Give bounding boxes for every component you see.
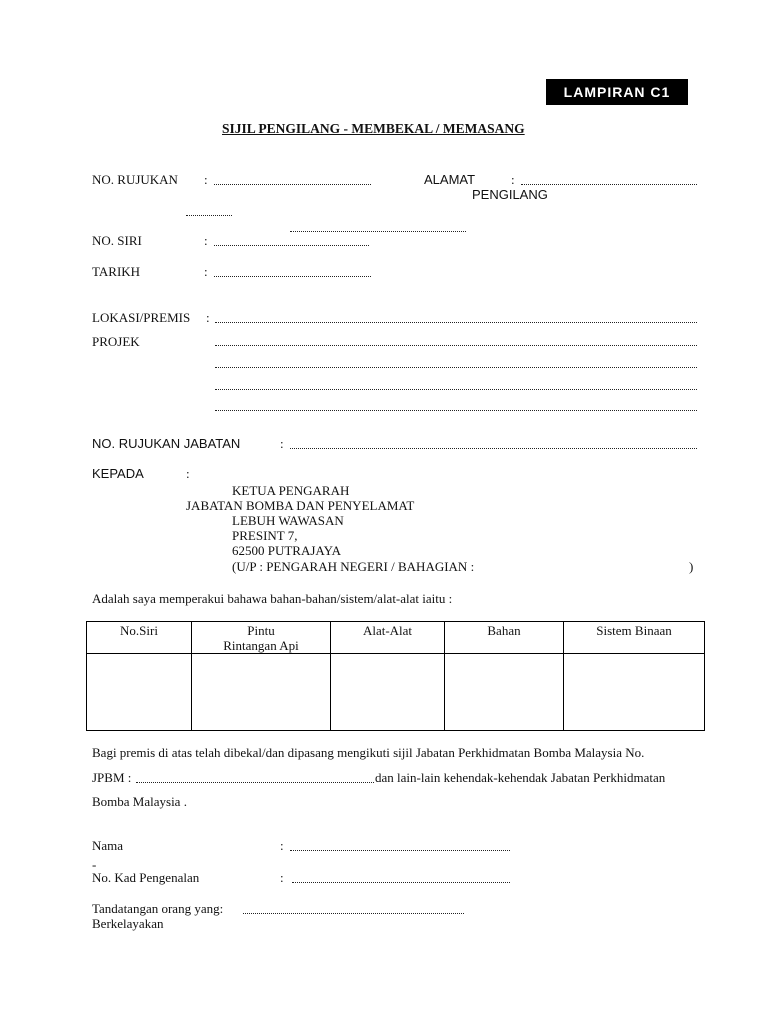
lokasi-colon: : xyxy=(206,310,210,325)
address-line-1: KETUA PENGARAH xyxy=(232,483,350,498)
nama-colon: : xyxy=(280,838,284,853)
paragraph-line-2: dan lain-lain kehendak-kehendak Jabatan Perkhidmatan xyxy=(375,770,666,785)
nama-label: Nama xyxy=(92,838,124,853)
cell-pintu[interactable] xyxy=(192,654,331,731)
berkelayakan-label: Berkelayakan xyxy=(92,916,164,931)
kad-field[interactable] xyxy=(292,882,510,883)
col-header-pintu-line1: Pintu xyxy=(247,623,275,638)
address-line-2: JABATAN BOMBA DAN PENYELAMAT xyxy=(186,498,415,513)
no-rujukan-field-cont[interactable] xyxy=(186,215,232,216)
kepada-colon: : xyxy=(186,466,190,481)
materials-table xyxy=(86,621,705,731)
alamat-label: ALAMAT xyxy=(424,172,476,187)
nama-field[interactable] xyxy=(290,850,510,851)
address-line-4: PRESINT 7, xyxy=(232,528,298,543)
lokasi-field-line5[interactable] xyxy=(215,410,697,411)
kad-label: No. Kad Pengenalan xyxy=(92,870,200,885)
no-rujukan-label: NO. RUJUKAN xyxy=(92,172,178,187)
no-siri-label: NO. SIRI xyxy=(92,233,142,248)
lokasi-label: LOKASI/PREMIS xyxy=(92,310,191,325)
alamat-colon: : xyxy=(511,172,515,187)
table-row xyxy=(87,654,705,731)
address-line-5: 62500 PUTRAJAYA xyxy=(232,543,341,558)
lokasi-field-line2[interactable] xyxy=(215,345,697,346)
col-header-pintu xyxy=(192,622,331,654)
alamat-field-line1[interactable] xyxy=(521,184,697,185)
no-rujukan-jabatan-colon: : xyxy=(280,436,284,451)
col-header-sistem: Sistem Binaan xyxy=(564,622,705,654)
tandatangan-field[interactable] xyxy=(243,913,464,914)
no-rujukan-field[interactable] xyxy=(214,184,371,185)
no-rujukan-jabatan-label: NO. RUJUKAN JABATAN xyxy=(92,436,241,451)
kad-colon: : xyxy=(280,870,284,885)
address-line-6-close: ) xyxy=(689,559,694,574)
document-title: SIJIL PENGILANG - MEMBEKAL / MEMASANG xyxy=(222,121,525,136)
tandatangan-label: Tandatangan orang yang: xyxy=(92,901,224,916)
lokasi-field-line4[interactable] xyxy=(215,389,697,390)
col-header-bahan: Bahan xyxy=(445,622,564,654)
col-header-pintu-line2: Rintangan Api xyxy=(223,638,299,653)
cell-sistem[interactable] xyxy=(564,654,705,731)
pengilang-label: PENGILANG xyxy=(472,187,548,202)
col-header-alat: Alat-Alat xyxy=(331,622,445,654)
tarikh-field[interactable] xyxy=(214,276,371,277)
tarikh-colon: : xyxy=(204,264,208,279)
table-header-row xyxy=(87,622,705,654)
lampiran-badge: LAMPIRAN C1 xyxy=(546,79,688,105)
jpbm-label: JPBM : xyxy=(92,770,132,785)
paragraph-line-3: Bomba Malaysia . xyxy=(92,794,187,809)
projek-label: PROJEK xyxy=(92,334,140,349)
lokasi-field-line3[interactable] xyxy=(215,367,697,368)
jpbm-field[interactable] xyxy=(136,782,374,783)
no-siri-colon: : xyxy=(204,233,208,248)
statement-text: Adalah saya memperakui bahawa bahan-bahan/sistem/alat-alat iaitu : xyxy=(92,591,453,606)
kepada-label: KEPADA xyxy=(92,466,144,481)
cell-no-siri[interactable] xyxy=(87,654,192,731)
col-header-no-siri: No.Siri xyxy=(87,622,192,654)
alamat-field-line2[interactable] xyxy=(290,231,466,232)
no-rujukan-jabatan-field[interactable] xyxy=(290,448,697,449)
address-line-3: LEBUH WAWASAN xyxy=(232,513,344,528)
address-line-6: (U/P : PENGARAH NEGERI / BAHAGIAN : xyxy=(232,559,475,574)
tarikh-label: TARIKH xyxy=(92,264,141,279)
cell-bahan[interactable] xyxy=(445,654,564,731)
no-siri-field[interactable] xyxy=(214,245,369,246)
lokasi-field-line1[interactable] xyxy=(215,322,697,323)
no-rujukan-colon: : xyxy=(204,172,208,187)
cell-alat[interactable] xyxy=(331,654,445,731)
paragraph-line-1: Bagi premis di atas telah dibekal/dan dipasang mengikuti sijil Jabatan Perkhidmatan Bomba Malaysia No. xyxy=(92,745,645,760)
dash-mark: - xyxy=(92,857,97,872)
